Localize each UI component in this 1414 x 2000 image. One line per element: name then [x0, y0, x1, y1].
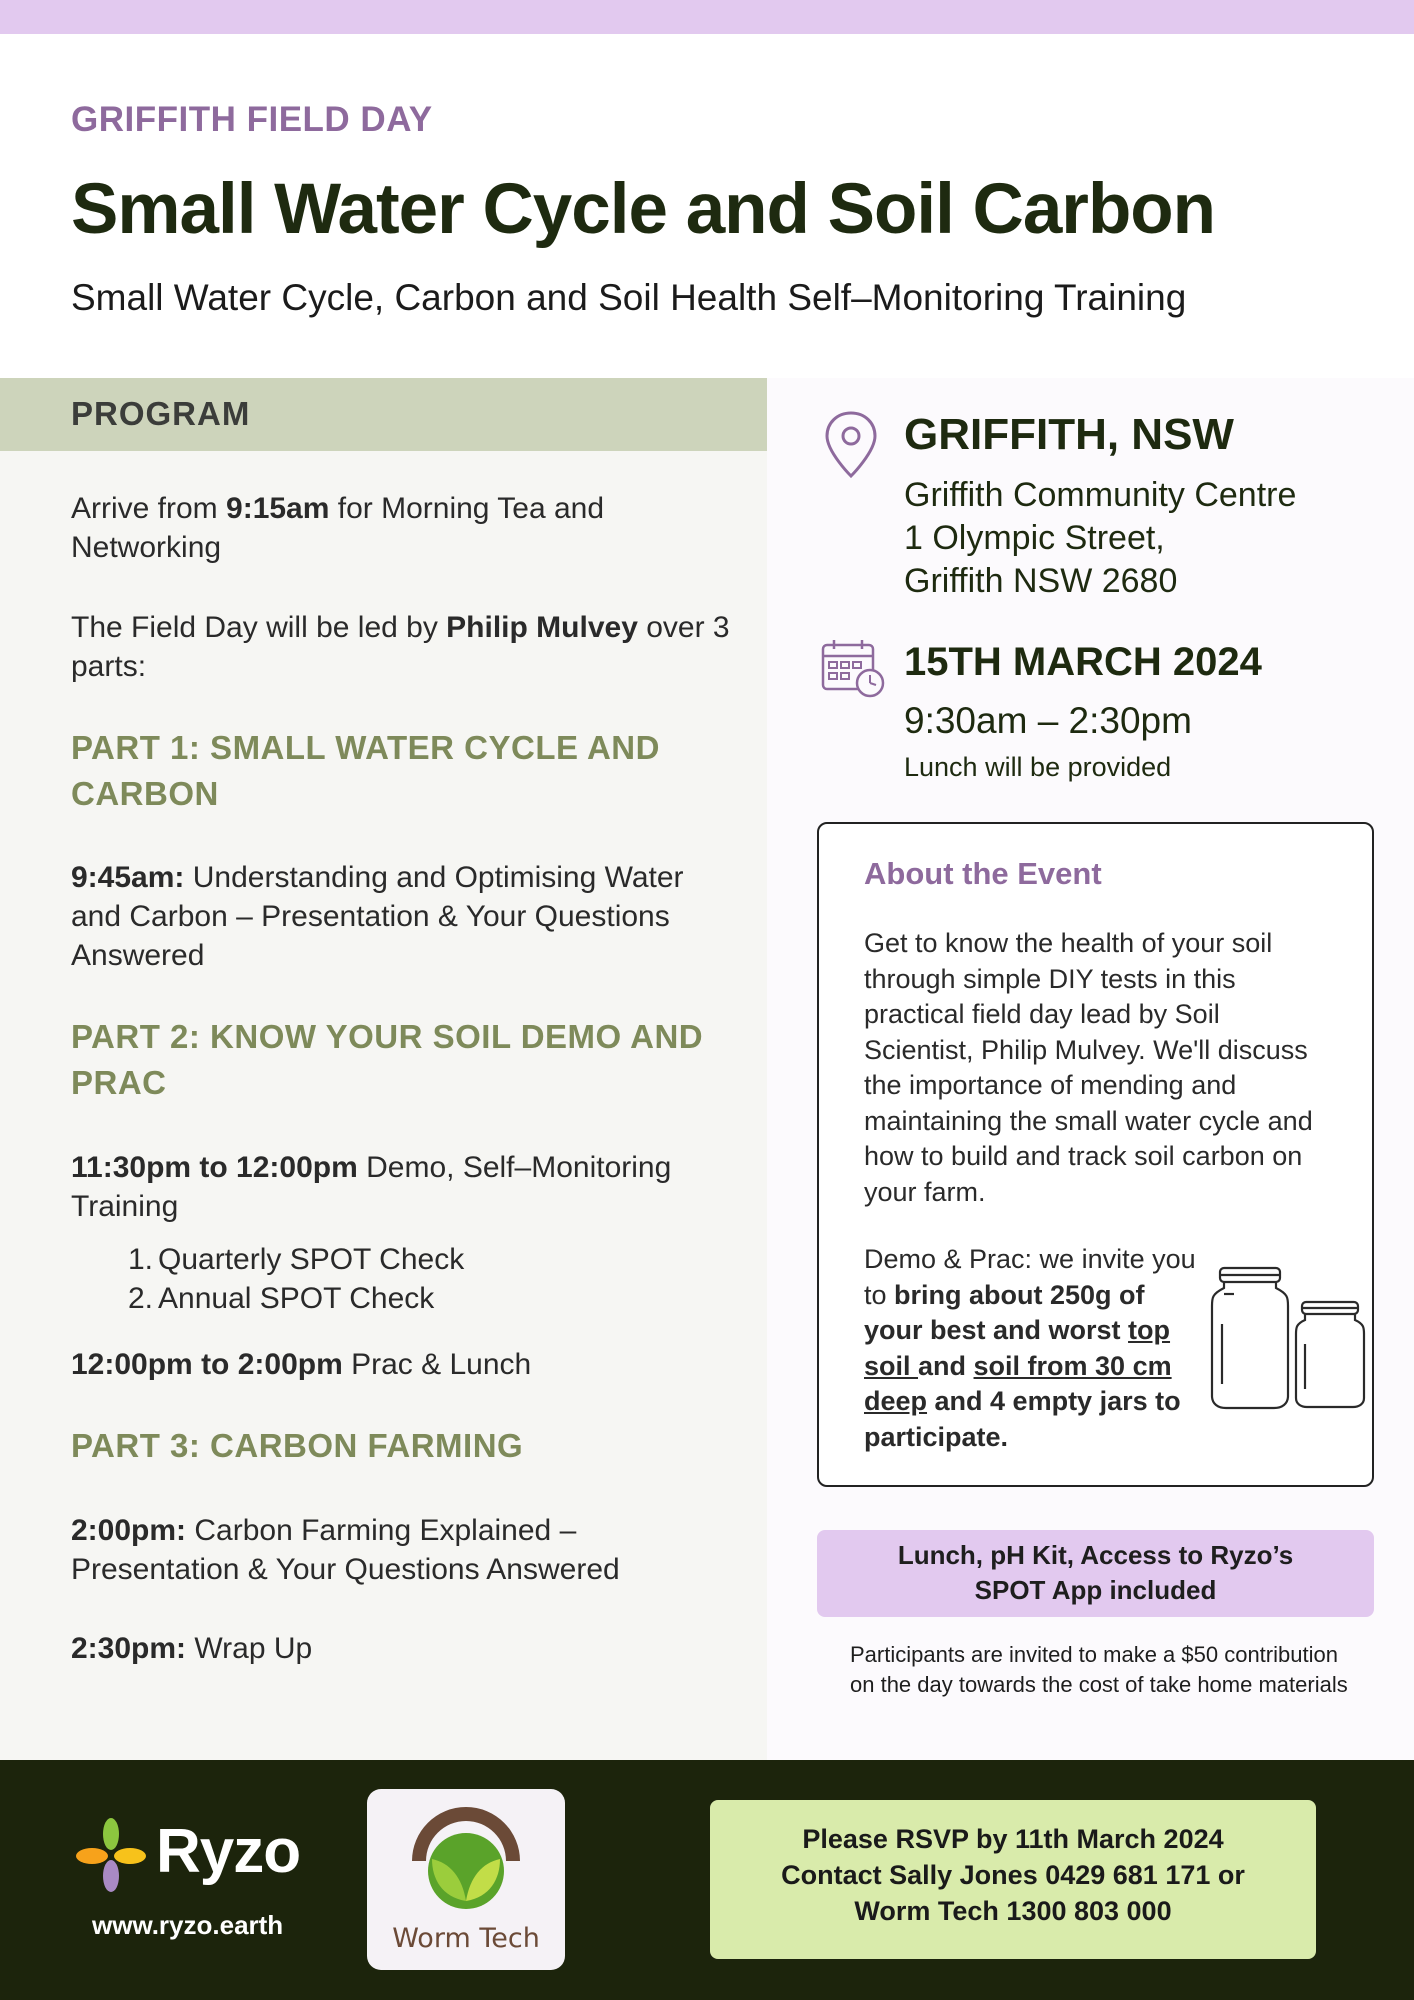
event-time: 9:30am – 2:30pm [904, 700, 1192, 741]
rsvp-line-3: Worm Tech 1300 803 000 [854, 1896, 1172, 1926]
part3-heading: PART 3: CARBON FARMING [71, 1427, 524, 1464]
part2-prac-session: 12:00pm to 2:00pm Prac & Lunch [71, 1348, 532, 1381]
venue-town: Griffith NSW 2680 [904, 562, 1178, 600]
list-item: 1. Quarterly SPOT Check [128, 1243, 465, 1276]
worm-tech-name: Worm Tech [392, 1923, 540, 1954]
spot-check-list [128, 1240, 464, 1318]
arrive-text: Arrive from 9:15am for Morning Tea and Networking [71, 492, 605, 564]
included-banner [817, 1530, 1374, 1617]
part3-session: 2:00pm: Carbon Farming Explained – Presentation & Your Questions Answered [71, 1514, 620, 1586]
location-pin-icon [823, 410, 879, 480]
lunch-note: Lunch will be provided [904, 752, 1172, 782]
included-line-1: Lunch, pH Kit, Access to Ryzo’s [897, 1540, 1294, 1570]
page-subtitle: Small Water Cycle, Carbon and Soil Health Self–Monitoring Training [71, 277, 1187, 318]
location-title: GRIFFITH, NSW [904, 410, 1234, 459]
included-line-2: SPOT App included [974, 1575, 1217, 1605]
venue-street: 1 Olympic Street, [904, 519, 1165, 557]
about-body: Get to know the health of your soil through simple DIY tests in this practical field day lead by Soil Scientist, Philip Mulvey. We'll discuss the importance of mending and maintaining the small water cycle and how to build and track soil carbon on your farm. [864, 928, 1313, 1207]
part2-heading: PART 2: KNOW YOUR SOIL DEMO AND PRAC [71, 1018, 704, 1101]
list-item: 2. Annual SPOT Check [128, 1282, 435, 1315]
rsvp-line-1: Please RSVP by 11th March 2024 [802, 1824, 1224, 1854]
program-heading: PROGRAM [71, 395, 251, 432]
event-eyebrow: GRIFFITH FIELD DAY [71, 100, 433, 139]
top-accent-bar [0, 0, 1414, 34]
ryzo-logo-text: Ryzo [156, 1817, 301, 1886]
part2-session: 11:30pm to 12:00pm Demo, Self–Monitoring Training [71, 1151, 672, 1223]
ryzo-website: www.ryzo.earth [92, 1910, 284, 1940]
demo-prac-text: Demo & Prac: we invite you to bring about 250g of your best and worst top soil and soil from 30 cm deep and 4 empty jars to participate. [864, 1244, 1196, 1452]
header [71, 100, 1371, 319]
calendar-clock-icon [820, 638, 886, 698]
jars-icon [1204, 1264, 1369, 1414]
part1-session: 9:45am: Understanding and Optimising Water and Carbon – Presentation & Your Questions Answered [71, 861, 684, 972]
wrap-up-session: 2:30pm: Wrap Up [71, 1632, 313, 1665]
led-by-text: The Field Day will be led by Philip Mulvey over 3 parts: [71, 611, 730, 683]
ryzo-flower-icon [72, 1816, 150, 1894]
worm-tech-logo-card [367, 1789, 565, 1970]
program-heading-bar [0, 378, 767, 451]
venue-name: Griffith Community Centre [904, 476, 1297, 514]
rsvp-line-2: Contact Sally Jones 0429 681 171 or [781, 1860, 1245, 1890]
rsvp-box [710, 1800, 1316, 1959]
page-title: Small Water Cycle and Soil Carbon [71, 170, 1216, 249]
part1-heading: PART 1: SMALL WATER CYCLE AND CARBON [71, 729, 660, 812]
about-event-card [817, 822, 1374, 1487]
contribution-note: Participants are invited to make a $50 contribution on the day towards the cost of take home materials [850, 1642, 1348, 1697]
about-title: About the Event [864, 856, 1102, 891]
event-date: 15TH MARCH 2024 [904, 640, 1262, 684]
worm-tech-logo-icon [402, 1801, 530, 1916]
